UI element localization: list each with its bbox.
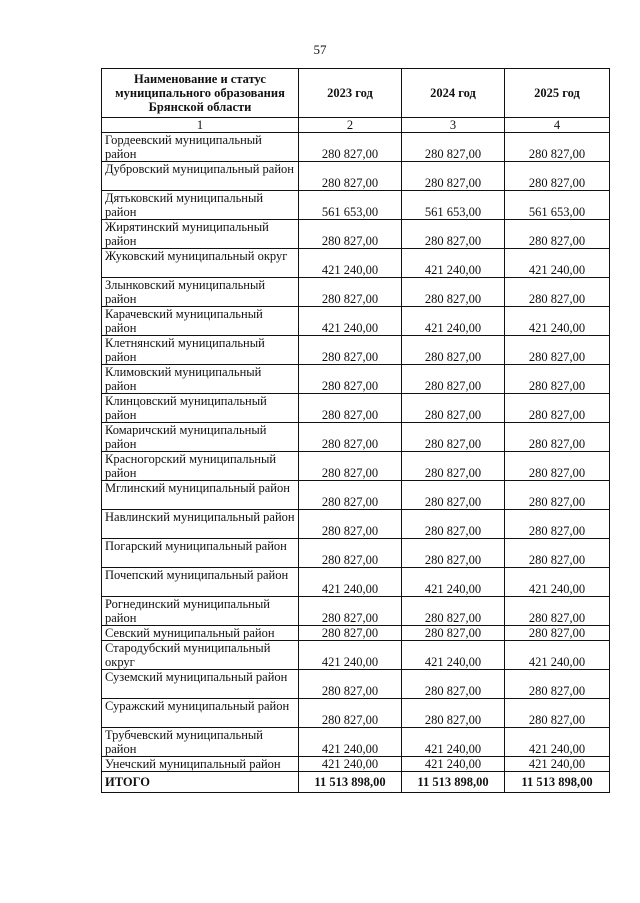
value-2025: 280 827,00 [505,394,610,423]
total-2025: 11 513 898,00 [505,772,610,793]
column-number: 4 [505,118,610,133]
municipality-name: Стародубский муниципальный округ [102,641,299,670]
value-2023: 280 827,00 [299,336,402,365]
value-2024: 280 827,00 [402,162,505,191]
municipality-name: Злынковский муниципальный район [102,278,299,307]
table-row [102,597,610,626]
table-row [102,670,610,699]
value-2025: 280 827,00 [505,133,610,162]
table-row [102,728,610,757]
value-2023: 421 240,00 [299,307,402,336]
municipality-name: Клинцовский муниципальный район [102,394,299,423]
value-2025: 280 827,00 [505,336,610,365]
municipality-name: Дубровский муниципальный район [102,162,299,191]
total-2024: 11 513 898,00 [402,772,505,793]
header-year-2024: 2024 год [402,69,505,118]
value-2024: 280 827,00 [402,670,505,699]
table-row [102,220,610,249]
table-row [102,162,610,191]
value-2023: 421 240,00 [299,641,402,670]
table-row [102,568,610,597]
table-body [102,133,610,772]
value-2024: 280 827,00 [402,626,505,641]
value-2025: 280 827,00 [505,452,610,481]
value-2025: 421 240,00 [505,757,610,772]
value-2024: 280 827,00 [402,365,505,394]
municipality-name: Карачевский муниципальный район [102,307,299,336]
table-row [102,481,610,510]
value-2023: 280 827,00 [299,278,402,307]
municipality-name: Рогнединский муниципальный район [102,597,299,626]
value-2024: 421 240,00 [402,728,505,757]
municipality-name: Гордеевский муниципальный район [102,133,299,162]
table-row [102,641,610,670]
value-2025: 561 653,00 [505,191,610,220]
value-2023: 280 827,00 [299,365,402,394]
table-row [102,191,610,220]
municipality-name: Жуковский муниципальный округ [102,249,299,278]
value-2024: 421 240,00 [402,249,505,278]
municipality-name: Погарский муниципальный район [102,539,299,568]
table-row [102,133,610,162]
value-2024: 280 827,00 [402,394,505,423]
value-2024: 421 240,00 [402,568,505,597]
value-2023: 280 827,00 [299,220,402,249]
value-2023: 280 827,00 [299,510,402,539]
header-year-2023: 2023 год [299,69,402,118]
value-2024: 280 827,00 [402,539,505,568]
municipality-name: Севский муниципальный район [102,626,299,641]
municipality-name: Дятьковский муниципальный район [102,191,299,220]
value-2024: 280 827,00 [402,133,505,162]
value-2023: 280 827,00 [299,699,402,728]
value-2025: 280 827,00 [505,539,610,568]
value-2025: 421 240,00 [505,728,610,757]
value-2025: 280 827,00 [505,670,610,699]
value-2024: 280 827,00 [402,336,505,365]
municipality-name: Суземский муниципальный район [102,670,299,699]
column-number: 3 [402,118,505,133]
value-2024: 280 827,00 [402,481,505,510]
value-2023: 421 240,00 [299,568,402,597]
value-2023: 421 240,00 [299,728,402,757]
value-2024: 421 240,00 [402,757,505,772]
municipality-name: Суражский муниципальный район [102,699,299,728]
value-2025: 280 827,00 [505,510,610,539]
table-row [102,307,610,336]
table-row [102,510,610,539]
table-header [102,69,610,133]
table-row [102,699,610,728]
municipality-name: Красногорский муниципальный район [102,452,299,481]
table-row [102,539,610,568]
value-2024: 280 827,00 [402,510,505,539]
table-row [102,626,610,641]
value-2025: 421 240,00 [505,641,610,670]
value-2023: 280 827,00 [299,670,402,699]
municipality-name: Комаричский муниципальный район [102,423,299,452]
municipality-name: Мглинский муниципальный район [102,481,299,510]
value-2023: 280 827,00 [299,597,402,626]
value-2023: 280 827,00 [299,452,402,481]
value-2023: 561 653,00 [299,191,402,220]
municipality-name: Жирятинский муниципальный район [102,220,299,249]
value-2023: 280 827,00 [299,539,402,568]
value-2024: 280 827,00 [402,278,505,307]
total-2023: 11 513 898,00 [299,772,402,793]
page-number: 57 [313,42,327,57]
value-2024: 280 827,00 [402,220,505,249]
value-2025: 280 827,00 [505,481,610,510]
budget-table [101,68,610,793]
value-2025: 280 827,00 [505,365,610,394]
value-2025: 421 240,00 [505,568,610,597]
column-number: 2 [299,118,402,133]
value-2025: 280 827,00 [505,162,610,191]
header-year-2025: 2025 год [505,69,610,118]
value-2024: 280 827,00 [402,597,505,626]
value-2025: 280 827,00 [505,423,610,452]
value-2025: 421 240,00 [505,249,610,278]
value-2023: 421 240,00 [299,249,402,278]
table-row [102,249,610,278]
value-2024: 421 240,00 [402,641,505,670]
table-row [102,394,610,423]
value-2024: 280 827,00 [402,423,505,452]
value-2024: 280 827,00 [402,452,505,481]
total-label: ИТОГО [102,772,299,793]
column-number: 1 [102,118,299,133]
value-2025: 280 827,00 [505,278,610,307]
municipality-name: Клетнянский муниципальный район [102,336,299,365]
header-name: Наименование и статус муниципального образования Брянской области [102,69,299,118]
municipality-name: Трубчевский муниципальный район [102,728,299,757]
value-2025: 421 240,00 [505,307,610,336]
value-2024: 421 240,00 [402,307,505,336]
column-number-row [102,118,610,133]
table-row [102,365,610,394]
municipality-name: Климовский муниципальный район [102,365,299,394]
table-row [102,452,610,481]
table-row [102,423,610,452]
municipality-name: Навлинский муниципальный район [102,510,299,539]
value-2023: 280 827,00 [299,394,402,423]
municipality-name: Унечский муниципальный район [102,757,299,772]
table-row [102,757,610,772]
municipality-name: Почепский муниципальный район [102,568,299,597]
value-2023: 280 827,00 [299,626,402,641]
value-2024: 561 653,00 [402,191,505,220]
value-2024: 280 827,00 [402,699,505,728]
value-2023: 280 827,00 [299,423,402,452]
value-2025: 280 827,00 [505,597,610,626]
value-2023: 280 827,00 [299,162,402,191]
table-row [102,336,610,365]
value-2023: 421 240,00 [299,757,402,772]
value-2025: 280 827,00 [505,699,610,728]
value-2023: 280 827,00 [299,133,402,162]
value-2023: 280 827,00 [299,481,402,510]
table-row [102,278,610,307]
value-2025: 280 827,00 [505,626,610,641]
value-2025: 280 827,00 [505,220,610,249]
total-row [102,772,610,793]
